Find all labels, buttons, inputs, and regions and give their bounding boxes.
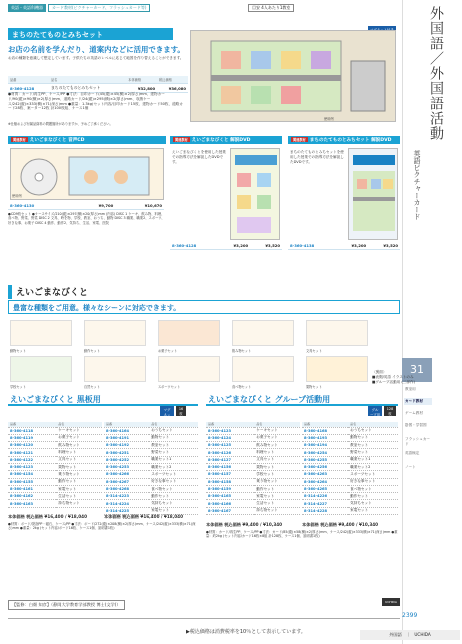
- table-row: 8-360-4156 果物セット: [206, 463, 300, 470]
- card-photo: [84, 356, 146, 382]
- table-row: 8-360-4192 教室セット: [104, 442, 198, 449]
- town-dvd-desc: まちのたてものとみちセットを使用した授業での指導方法を解説したDVDです。: [290, 150, 344, 165]
- section-subtitle: お店の名前を学んだり、道案内などに活用できます。: [8, 45, 185, 54]
- table-row: 8-360-4163 持ち物セット: [8, 500, 102, 507]
- list2-total-right: 本体価格 税込価格 ¥9,400 / ¥10,340: [302, 522, 379, 527]
- nav-item[interactable]: ノート: [405, 465, 416, 469]
- list2-right-table: 品番 品名 8-360-4168 おうちセット 8-360-4193 動物セット 8-360-4194 教室セット 8-360-4254 野菜セット 8-360-4255 職業セット1 8-360-4256 職業セット2 8-360-4263 スポーツセット 8-360-4264 好きな事セット 8-360-4265 食べ物セット 8-314-4226 動作セット 8-314-4227 気持ちセット 8-314-4228 家電セット: [302, 422, 398, 515]
- list2-left-table: 品番 品名 8-360-4123 ケーキセット 8-360-4124 お菓子セット 8-360-4125 飲み物セット 8-360-4126 料理セット 8-360-4127 文具セット 8-360-4156 果物セット 8-360-4157 学校セット 8-360-4158 乗り物セット 8-360-4159 動作セット 8-360-4165 家電セット 8-360-4166 生活セット 8-360-4167 持ち物セット: [206, 422, 300, 515]
- town-illustration: [191, 31, 397, 123]
- table-row: 8-360-4254 野菜セット: [302, 449, 398, 456]
- page-number: 2399: [402, 612, 418, 619]
- card-photo: [10, 320, 72, 346]
- table-row: 8-360-4251 野菜セット: [104, 449, 198, 456]
- list2-total-left: 本体価格 税込価格 ¥9,400 / ¥10,340: [206, 522, 283, 527]
- table-row: 8-360-4125 飲み物セット: [206, 442, 300, 449]
- box-title-cd: 関連教材 えいごまなびくと 音声CD: [8, 136, 166, 144]
- table-row: 8-360-4123 ケーキセット: [206, 427, 300, 434]
- card-photo: [10, 356, 72, 382]
- table-row: 8-360-4122 文具セット: [8, 456, 102, 463]
- table-row: 8-314-4226 動作セット: [302, 493, 398, 500]
- table-row: 8-360-4138 ¥3,200 ¥3,520: [290, 243, 398, 248]
- card-label: スポーツセット: [158, 385, 181, 389]
- card-label: 学校セット: [10, 385, 26, 389]
- card-label: お菓子セット: [158, 349, 178, 353]
- table-row: 8-360-4154 乗り物セット: [8, 471, 102, 478]
- section-number: 31: [402, 358, 432, 382]
- table-row: 8-360-4268 食べ物セット: [104, 485, 198, 492]
- spec-text: ●材質：カード/再生PP、ケース/PP ●寸法：目印カード(45(縦)×45(横)×2(厚さ)mm、建物カード/90(縦)×90(横)×2(厚さ)mm、道路カード/24(縦)×295(横)×2(厚さ)mm、収納ケース/242(縦)×333(横)×71(深さ)mm ●重量：1.3kg(セット内容/目印カード15枚、建物カード50枚、道路カード28枚、案ーター12枚 計100枚組、ケース1個: [8, 92, 183, 111]
- card-photo: [232, 320, 294, 346]
- category-tag: 英語・英語科機器: [8, 4, 46, 12]
- list2-badge-2: 128枚: [384, 406, 396, 416]
- table-row: 8-360-4264 好きな事セット: [302, 478, 398, 485]
- table-row: 8-314-4224 気持ちセット: [104, 500, 198, 507]
- nav-item[interactable]: 掛図・学習図: [405, 423, 427, 427]
- card-photo: [306, 320, 368, 346]
- maker-logo: UCHIDA: [382, 598, 400, 606]
- cd-price-table: [8, 202, 164, 210]
- nav-item-active[interactable]: カード教材: [404, 398, 432, 405]
- card-photo: [84, 320, 146, 346]
- table-row: 8-360-4267 好きな事セット: [104, 478, 198, 485]
- product-table: 品番 品名 本体価格 税込価格 8-360-4128 まちのたてものとみちセット ¥32,800 ¥36,080: [10, 78, 186, 91]
- town-dvd-illustration: [349, 149, 399, 241]
- list2-spec: ●材質：カード/再生PP、ケース/PP ●寸法：カード/85(縦)×58(横)×2(厚さ)mm、ケース/242(縦)×333(横)×71(深さ)mm ●重量：約2kg (セット内容/カード16枚×8組 計128枚、ケース1個、説明書1枚): [206, 530, 398, 539]
- town-dvd-cover: [348, 148, 398, 240]
- list1-title: えいごまなびくと 黒板用: [8, 394, 198, 406]
- table-row: 8-360-4159 動作セット: [206, 485, 300, 492]
- footer-rule: [8, 618, 400, 622]
- card-label: 動作セット: [84, 349, 100, 353]
- vertical-subtitle: 英語ピクチャーカード: [413, 150, 421, 220]
- card-label: 飲み物セット: [232, 349, 252, 353]
- table-row: 8-314-4228 家電セット: [302, 507, 398, 514]
- table-row: 8-360-4253 職業セット2: [104, 463, 198, 470]
- list1-total-left: 本体価格 税込価格 ¥16,400 / ¥18,040: [8, 514, 88, 519]
- list1-total-right: 本体価格 税込価格 ¥16,400 / ¥18,040: [104, 514, 184, 519]
- table-row: 8-360-4162 生活セット: [8, 493, 102, 500]
- table-row: 8-360-4127 文具セット: [206, 456, 300, 463]
- footer-box: 外国語 ｜ UCHIDA: [360, 630, 460, 640]
- cd-spec: ●CD9枚セット ●ケースサイズ/210(縦)×297(横)×20(厚さ)mm (内容) DISC 1 ケーキ、飲み物、料理、食べ物、野菜、野菜 DISC 2 文具、時を物、学校、教室、おうち、動物 DISC 3 職業、職業2、スポーツ、好きな事、お菓子 DISC 4 動作、動作2、気持ち、生活、家電、医院: [8, 212, 165, 225]
- tax-note: ▶税込価格は消費税率を10％として表示しています。: [186, 629, 306, 635]
- table-row: 8-360-4194 教室セット: [302, 442, 398, 449]
- table-row: 8-360-4252 職業セット1: [104, 456, 198, 463]
- card-label: 果物セット: [306, 385, 322, 389]
- card-label: 動物セット: [10, 349, 26, 353]
- table-row: 8-360-4128 ¥3,200 ¥3,520: [172, 243, 280, 248]
- table-row: 8-360-4158 乗り物セット: [206, 478, 300, 485]
- list1-left-table: 品番 品名 8-360-4118 ケーキセット 8-360-4119 お菓子セット 8-360-4120 飲み物セット 8-360-4121 料理セット 8-360-4122 文具セット 8-360-4123 果物セット 8-360-4154 乗り物セット 8-360-4155 動作セット 8-360-4161 家電セット 8-360-4162 生活セット 8-360-4163 持ち物セット: [8, 422, 102, 508]
- header-tags: [8, 4, 150, 12]
- vertical-title: 外国語／外国語活動: [428, 6, 444, 141]
- dvd-cover-illustration: [231, 149, 281, 241]
- list1-spec: ●材質：ボード/発泡PP・磁石、ケース/PP ●寸法：ボード/272(縦)×208(横)×2(厚さ)mm、ケース/242(縦)×333(横)×71(深さ)mm ●重量：2kg (セット内容/ボード16枚、ケース1個、説明書1枚): [8, 522, 196, 531]
- table-row: 8-360-4193 動物セット: [302, 434, 398, 441]
- table-row: 8-360-4168 おうちセット: [302, 427, 398, 434]
- table-row: 8-360-4191 動物セット: [104, 434, 198, 441]
- card-photo: [158, 320, 220, 346]
- table-row: 8-360-4255 職業セット1: [302, 456, 398, 463]
- list2-title: えいごまなびくと グループ活動用: [206, 394, 398, 406]
- table-row: 8-360-4128 まちのたてものとみちセット ¥32,800 ¥36,080: [10, 85, 186, 91]
- list2-badge-1: グループ用: [370, 408, 381, 417]
- classroom-guide-tag: 目安 4人あたり1教室: [248, 4, 294, 12]
- section2-title: えいごまなびくと: [8, 285, 228, 299]
- table-row: 8-314-4225 家電セット: [104, 507, 198, 514]
- table-row: 8-360-4256 職業セット2: [302, 463, 398, 470]
- table-row: 8-360-4119 お菓子セット: [8, 434, 102, 441]
- card-photo: [158, 356, 220, 382]
- nav-item[interactable]: 英語検定: [405, 451, 420, 455]
- table-row: 8-360-4165 家電セット: [206, 493, 300, 500]
- footnote: ※仕様および付属品資料の問題箇所がありますか、予めご了承ください。: [8, 122, 113, 126]
- cd-illustration: [11, 149, 165, 201]
- table-row: 8-314-4223 動作セット: [104, 493, 198, 500]
- table-row: 8-360-4120 飲み物セット: [8, 442, 102, 449]
- table-row: 8-360-4166 生活セット: [206, 500, 300, 507]
- supervisor-note: 【監修：白畑 知彦】（静岡大学教育学部教授 博士(文学)）: [8, 600, 125, 610]
- table-row: 8-360-4124 お菓子セット: [206, 434, 300, 441]
- table-row: 8-360-4263 スポーツセット: [302, 471, 398, 478]
- table-row: 8-360-4164 おうちセット: [104, 427, 198, 434]
- box-title-town-dvd: 関連教材 まちのたてものとみちセット 解説DVD: [288, 136, 400, 144]
- section2-subtitle: 豊富な種類をご用意。様々なシーンに対応できます。: [8, 300, 400, 314]
- table-row: 8-360-4167 持ち物セット: [206, 507, 300, 514]
- list1-badge-2: 16枚: [176, 406, 186, 416]
- town-dvd-price-table: [288, 242, 400, 250]
- section-note: お店の種類を意識して想定しています。子供たちの英語のレベルに応じて地図を作り替えることができます。: [8, 56, 184, 60]
- card-legend: 〈裏面〉 ■表側/英語 イラストのみ ■グループ活動用 (三部作): [372, 370, 415, 384]
- card-photo: [306, 356, 368, 382]
- table-row: 8-360-4265 食べ物セット: [302, 485, 398, 492]
- table-row: 8-360-4118 ケーキセット: [8, 427, 102, 434]
- nav-item[interactable]: ゲーム教材: [405, 411, 423, 415]
- table-row: 8-360-4130 ¥9,700 ¥10,670: [10, 203, 162, 208]
- list1-badge-1: マグネット付: [160, 406, 174, 416]
- table-row: 8-360-4266 スポーツセット: [104, 471, 198, 478]
- table-row: 8-360-4155 動作セット: [8, 478, 102, 485]
- dvd-cover: [230, 148, 280, 240]
- nav-item[interactable]: フラッシュカード: [405, 437, 431, 446]
- photo-label: 使用例: [12, 194, 22, 198]
- table-row: 8-314-4227 気持ちセット: [302, 500, 398, 507]
- list1-right-table: 品番 品名 8-360-4164 おうちセット 8-360-4191 動物セット 8-360-4192 教室セット 8-360-4251 野菜セット 8-360-4252 職業セット1 8-360-4253 職業セット2 8-360-4266 スポーツセット 8-360-4267 好きな事セット 8-360-4268 食べ物セット 8-314-4223 動作セット 8-314-4224 気持ちセット 8-314-4225 家電セット: [104, 422, 198, 515]
- card-label: 食べ物セット: [232, 385, 252, 389]
- table-row: 8-360-4157 学校セット: [206, 471, 300, 478]
- table-row: 8-360-4121 料理セット: [8, 449, 102, 456]
- card-label: 自然セット: [84, 385, 100, 389]
- section-title: まちのたてものとみちセット: [8, 28, 173, 40]
- town-product-photo: [190, 30, 396, 122]
- photo-label: 使用例: [324, 117, 334, 121]
- dvd-desc: えいごまなびくとを使用した授業での指導方法を解説したDVDです。: [172, 150, 226, 165]
- cd-photo: [10, 148, 164, 200]
- dvd-price-table: [170, 242, 282, 250]
- box-title-dvd: 関連教材 えいごまなびくと 解説DVD: [170, 136, 282, 144]
- table-row: 8-360-4126 料理セット: [206, 449, 300, 456]
- nav-item[interactable]: 教室用: [405, 387, 416, 391]
- table-row: 8-360-4161 家電セット: [8, 485, 102, 492]
- card-label: 文具セット: [306, 349, 322, 353]
- table-row: 8-360-4123 果物セット: [8, 463, 102, 470]
- subcategory-tag: カード教材(ピクチャーカード、フラッシュカード等): [48, 4, 150, 12]
- card-photo: [232, 356, 294, 382]
